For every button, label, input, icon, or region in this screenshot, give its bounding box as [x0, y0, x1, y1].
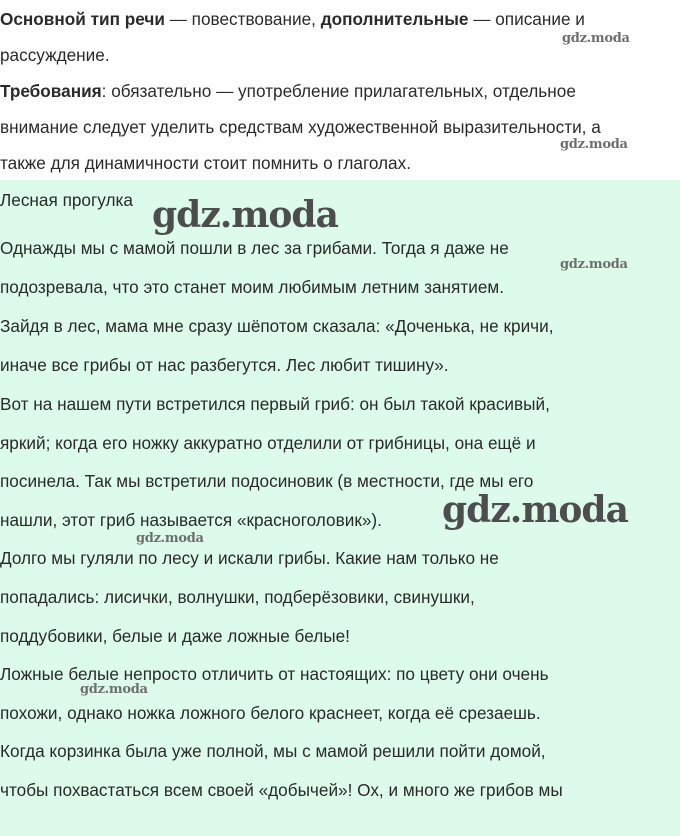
requirements-text: : обязательно — употребление прилагательных, отдельное [101, 81, 576, 101]
essay-line: нашли, этот гриб называется «красноголовик»). [0, 510, 382, 530]
watermark: gdz.moda [80, 682, 148, 697]
essay-line: Зайдя в лес, мама мне сразу шёпотом сказала: «Доченька, не кричи, [0, 316, 554, 336]
essay-line: похожи, однако ножка ложного белого краснеет, когда её срезаешь. [0, 703, 541, 723]
watermark: gdz.moda [136, 531, 204, 546]
intro-paragraph-1-line-1 [0, 9, 585, 30]
essay-line: яркий; когда его ножку аккуратно отделили от грибницы, она ещё и [0, 433, 536, 453]
essay-line: Долго мы гуляли по лесу и искали грибы. Какие нам только не [0, 548, 499, 568]
intro-label-additional: дополнительные [320, 9, 469, 29]
intro-text: — описание и [468, 9, 585, 29]
watermark: gdz.moda [562, 31, 630, 46]
essay-line: Когда корзинка была уже полной, мы с мамой решили пойти домой, [0, 741, 546, 761]
essay-line: чтобы похвастаться всем своей «добычей»! Ох, и много же грибов мы [0, 780, 563, 800]
intro-paragraph-2-line-1 [0, 81, 576, 102]
intro-paragraph-2-line-2: внимание следует уделить средствам художественной выразительности, а [0, 117, 601, 137]
intro-label-main-type: Основной тип речи [0, 9, 165, 29]
watermark: gdz.moda [442, 489, 628, 531]
essay-line: подозревала, что это станет моим любимым летним занятием. [0, 277, 504, 297]
intro-text: — повествование, [164, 9, 321, 29]
watermark: gdz.moda [560, 137, 628, 152]
watermark: gdz.moda [152, 194, 338, 236]
intro-paragraph-1-line-2: рассуждение. [0, 45, 110, 65]
essay-line: посинела. Так мы встретили подосиновик (в местности, где мы его [0, 471, 534, 491]
essay-line: Вот на нашем пути встретился первый гриб: он был такой красивый, [0, 394, 550, 414]
essay-line: Ложные белые непросто отличить от настоящих: по цвету они очень [0, 664, 549, 684]
essay-line: поддубовики, белые и даже ложные белые! [0, 626, 350, 646]
essay-line: иначе все грибы от нас разбегутся. Лес любит тишину». [0, 355, 449, 375]
essay-line: попадались: лисички, волнушки, подберёзовики, свинушки, [0, 587, 475, 607]
watermark: gdz.moda [560, 257, 628, 272]
requirements-label: Требования [0, 81, 102, 101]
essay-title: Лесная прогулка [0, 190, 133, 210]
essay-line: Однажды мы с мамой пошли в лес за грибами. Тогда я даже не [0, 238, 509, 258]
intro-paragraph-2-line-3: также для динамичности стоит помнить о глаголах. [0, 153, 411, 173]
